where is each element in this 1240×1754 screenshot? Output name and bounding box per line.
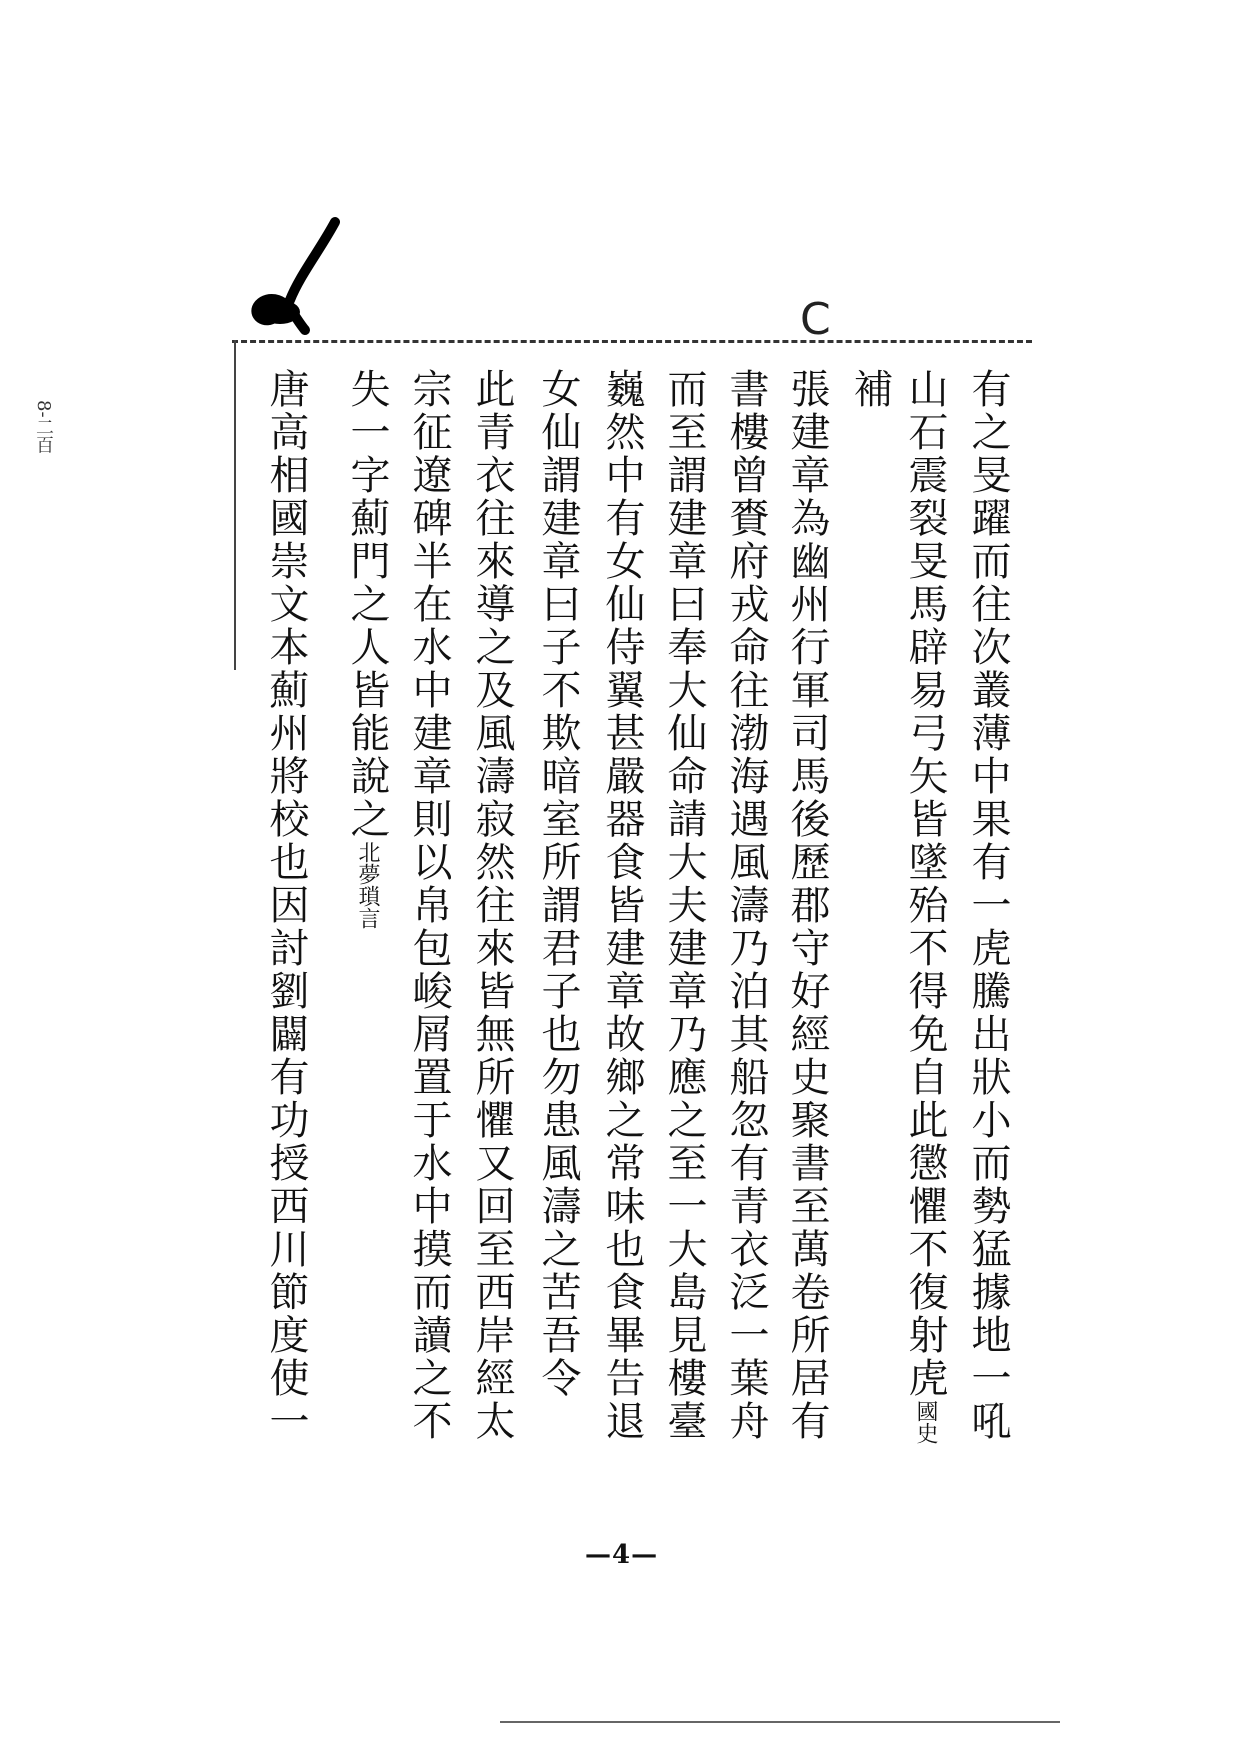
text-column-1 xyxy=(964,368,1012,1443)
column-text: 山石震裂旻馬辟易弓矢皆墜殆不得免自此懲懼不復射虎 xyxy=(902,368,948,1400)
text-column-12 xyxy=(262,368,310,1443)
column-text: 失一字薊門之人皆能說之 xyxy=(344,368,390,841)
column-text: 巍然中有女仙侍翼甚嚴器食皆建章故鄉之常味也食畢告退 xyxy=(599,368,645,1443)
column-text: 女仙謂建章曰子不欺暗室所謂君子也勿患風濤之苦吾令 xyxy=(535,368,581,1400)
text-column-11 xyxy=(343,368,391,929)
text-column-7 xyxy=(598,368,646,1443)
column-text: 補 xyxy=(847,368,893,411)
text-column-10 xyxy=(405,368,453,1443)
page-number: —4— xyxy=(585,1540,659,1570)
source-annotation: 北夢瑣言 xyxy=(355,841,380,929)
column-text: 宗征遼碑半在水中建章則以帛包峻屑置于水中摸而讀之不 xyxy=(406,368,452,1443)
column-text: 而至謂建章曰奉大仙命請大夫建章乃應之至一大島見樓臺 xyxy=(661,368,707,1443)
column-text: 唐高相國崇文本薊州將校也因討劉闢有功授西川節度使一 xyxy=(263,368,309,1443)
top-border-rule xyxy=(232,340,1032,343)
text-column-2 xyxy=(901,368,949,1444)
text-column-8 xyxy=(534,368,582,1400)
side-note: 8-二百 xyxy=(33,400,54,454)
source-annotation: 國史 xyxy=(913,1400,938,1444)
text-column-6 xyxy=(660,368,708,1443)
column-text: 書樓曾賚府戎命往渤海遇風濤乃泊其船忽有青衣泛一葉舟 xyxy=(723,368,769,1443)
text-column-3 xyxy=(846,368,894,411)
text-column-5 xyxy=(722,368,770,1443)
text-column-4 xyxy=(783,368,831,1443)
left-border-rule xyxy=(234,340,236,670)
text-column-9 xyxy=(468,368,516,1443)
column-text: 有之旻躍而往次叢薄中果有一虎騰出狀小而勢猛據地一吼 xyxy=(965,368,1011,1443)
column-text: 張建章為幽州行軍司馬後歷郡守好經史聚書至萬卷所居有 xyxy=(784,368,830,1443)
margin-mark: C xyxy=(800,294,831,345)
bottom-rule xyxy=(500,1721,1060,1723)
column-text: 此青衣往來導之及風濤寂然往來皆無所懼又回至西岸經太 xyxy=(469,368,515,1443)
